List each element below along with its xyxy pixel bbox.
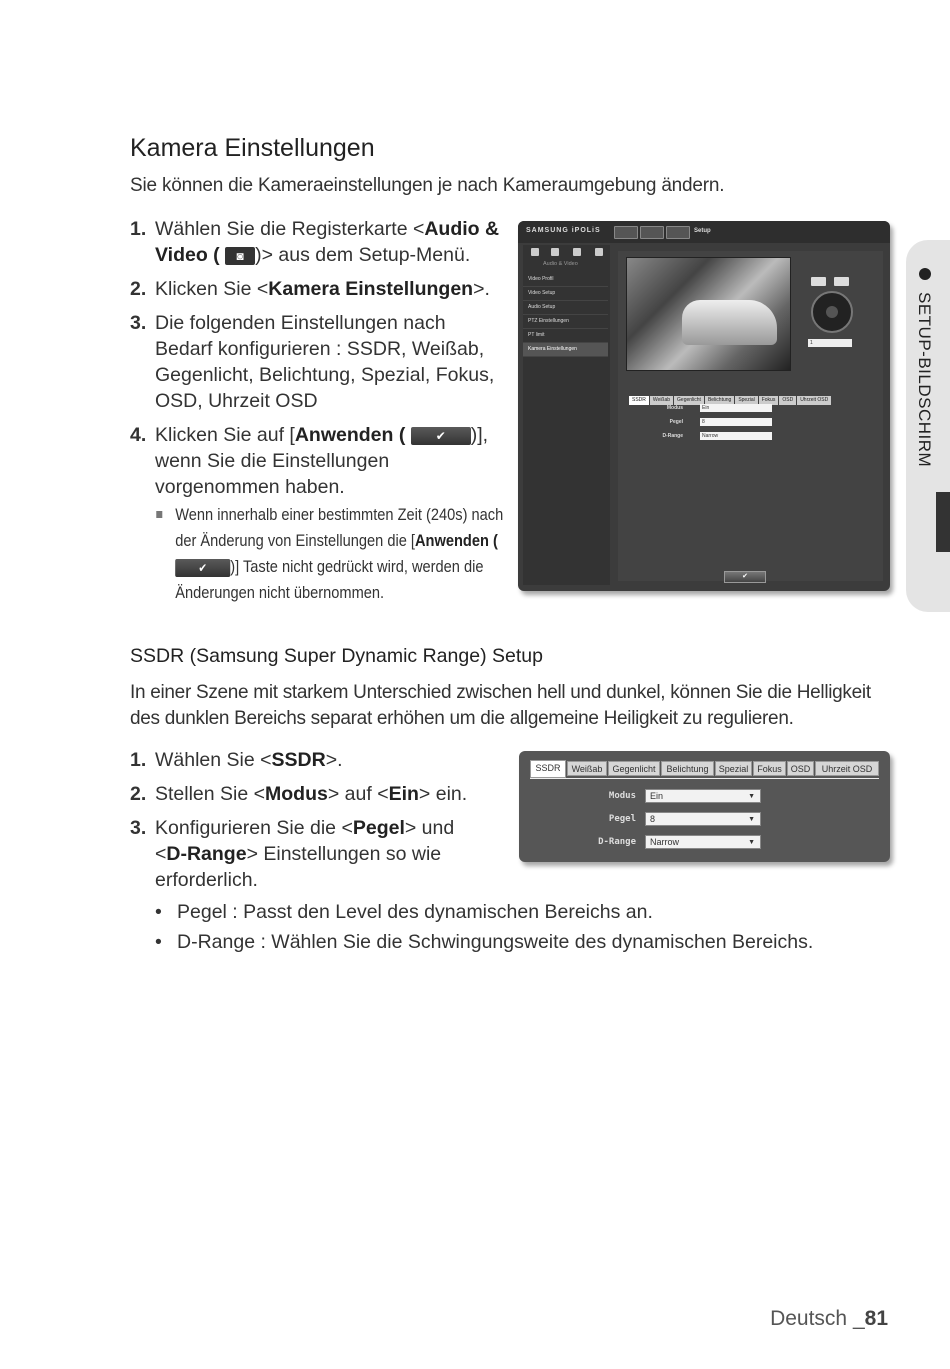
zoom-icon[interactable] <box>834 277 849 286</box>
menu-item[interactable]: PT limit <box>523 329 608 343</box>
tab-uhrzeit-osd[interactable]: Uhrzeit OSD <box>797 396 831 405</box>
page-title: Kamera Einstellungen <box>130 134 375 162</box>
page-footer: Deutsch _81 <box>770 1307 888 1330</box>
monitor-icon <box>614 226 638 239</box>
network-icon <box>551 248 559 256</box>
note: Wenn innerhalb einer bestimmten Zeit (240s) nach der Änderung von Einstellungen die [Anwenden ( ✔ )] Taste nicht gedrückt wird, werden die Änderungen nicht übernommen. <box>158 502 511 606</box>
step-2: 2. Stellen Sie <Modus> auf <Ein> ein. <box>130 783 468 805</box>
tab-spezial[interactable]: Spezial <box>715 761 752 776</box>
tab-osd[interactable]: OSD <box>779 396 796 405</box>
step-2: 2. Klicken Sie <Kamera Einstellungen>. <box>130 278 490 300</box>
list-item: • Pegel : Passt den Level des dynamischen Bereichs an. <box>155 897 813 927</box>
chapter-marker <box>936 492 950 552</box>
steps-list-2 <box>130 747 490 901</box>
section-paragraph: In einer Szene mit starkem Unterschied zwischen hell und dunkel, können Sie die Helligkeit des dunklen Bereichs separat erhöhen um die allgemeine Heiligkeit zu regulieren. <box>130 682 871 729</box>
system-icon <box>595 248 603 256</box>
tab-gegenlicht[interactable]: Gegenlicht <box>608 761 660 776</box>
brand-logo: SAMSUNG iPOLiS <box>526 227 601 234</box>
d-range-select[interactable]: Narrow ▼ <box>645 835 761 849</box>
menu-item[interactable]: Audio Setup <box>523 301 608 315</box>
field-pegel: Pegel 8 ▼ <box>519 811 890 827</box>
field-d-range: D-Range Narrow ▼ <box>519 834 890 850</box>
modus-select[interactable]: Ein ▼ <box>645 789 761 803</box>
step-3: 3. Konfigurieren Sie die <Pegel> und <D-Range> Einstellungen so wie erforderlich. <box>130 817 455 891</box>
tab-ssdr[interactable]: SSDR <box>530 760 566 778</box>
sidebar-section-title: Audio & Video <box>543 261 578 267</box>
tab-osd[interactable]: OSD <box>787 761 814 776</box>
sidebar-menu <box>523 273 608 357</box>
apply-check-icon: ✔ <box>411 427 471 445</box>
top-bar <box>518 221 890 243</box>
audio-video-icon <box>531 248 539 256</box>
ptz-joystick[interactable] <box>811 291 853 333</box>
settings-tabs <box>530 760 879 779</box>
intro-text: Sie können die Kameraeinstellungen je nach Kameraumgebung ändern. <box>130 175 725 196</box>
audio-video-icon: ◙ <box>225 247 255 265</box>
tab-weissab[interactable]: Weißab <box>650 396 673 405</box>
section-title: SSDR (Samsung Super Dynamic Range) Setup <box>130 645 543 667</box>
setup-label: Setup <box>694 228 711 234</box>
menu-item[interactable]: Video Profil <box>523 273 608 287</box>
settings-panel: 1 SSDR Weißab Gegenlicht Belichtung Spezial Fokus OSD Uhrzeit OSD Modus Ein Pegel 8 D-Range Narrow <box>618 251 883 581</box>
playback-icon <box>640 226 664 239</box>
step-4: 4. Klicken Sie auf [Anwenden ( ✔ )], wenn Sie die Einstellungen vorgenommen haben. <box>130 424 489 498</box>
menu-item[interactable]: Video Setup <box>523 287 608 301</box>
menu-item-kamera-einstellungen[interactable]: Kamera Einstellungen <box>523 343 608 357</box>
event-icon <box>573 248 581 256</box>
step-1: 1. Wählen Sie die Registerkarte <Audio & Video ( ◙ )> aus dem Setup-Menü. <box>130 218 500 266</box>
camera-settings-screenshot <box>518 221 890 591</box>
field-modus: Modus Ein ▼ <box>519 788 890 804</box>
video-preview <box>626 257 791 371</box>
focus-icon[interactable] <box>811 277 826 286</box>
step-3: 3. Die folgenden Einstellungen nach Bedarf konfigurieren : SSDR, Weißab, Gegenlicht, Belichtung, Spezial, Fokus, OSD, Uhrzeit OSD <box>130 312 495 412</box>
menu-item[interactable]: PTZ Einstellungen <box>523 315 608 329</box>
ssdr-screenshot <box>519 751 890 862</box>
bullet-list <box>155 897 813 957</box>
tab-spezial[interactable]: Spezial <box>735 396 757 405</box>
setup-icon <box>666 226 690 239</box>
step-1: 1. Wählen Sie <SSDR>. <box>130 749 343 771</box>
tab-fokus[interactable]: Fokus <box>753 761 786 776</box>
tab-belichtung[interactable]: Belichtung <box>705 396 734 405</box>
apply-check-icon: ✔ <box>175 559 230 577</box>
tab-gegenlicht[interactable]: Gegenlicht <box>674 396 704 405</box>
chapter-side-tab <box>906 240 950 612</box>
tab-fokus[interactable]: Fokus <box>759 396 779 405</box>
page-number: 81 <box>864 1307 888 1330</box>
preset-select[interactable]: 1 <box>808 339 852 347</box>
steps-list-1 <box>130 216 505 508</box>
dropdown-arrow-icon: ▼ <box>748 793 755 800</box>
note-square-icon <box>156 511 162 518</box>
list-item: • D-Range : Wählen Sie die Schwingungsweite des dynamischen Bereichs. <box>155 927 813 957</box>
chapter-label: SETUP-BILDSCHIRM <box>915 292 934 468</box>
dropdown-arrow-icon: ▼ <box>748 839 755 846</box>
tab-uhrzeit-osd[interactable]: Uhrzeit OSD <box>815 761 879 776</box>
tab-belichtung[interactable]: Belichtung <box>661 761 714 776</box>
tab-ssdr[interactable]: SSDR <box>629 396 649 405</box>
pegel-select[interactable]: 8 ▼ <box>645 812 761 826</box>
bullet-dot-icon <box>919 268 931 280</box>
car-image <box>682 300 777 345</box>
apply-button[interactable]: ✔ <box>724 571 766 583</box>
dropdown-arrow-icon: ▼ <box>748 816 755 823</box>
settings-tabs <box>629 388 832 403</box>
tab-weissab[interactable]: Weißab <box>567 761 607 776</box>
